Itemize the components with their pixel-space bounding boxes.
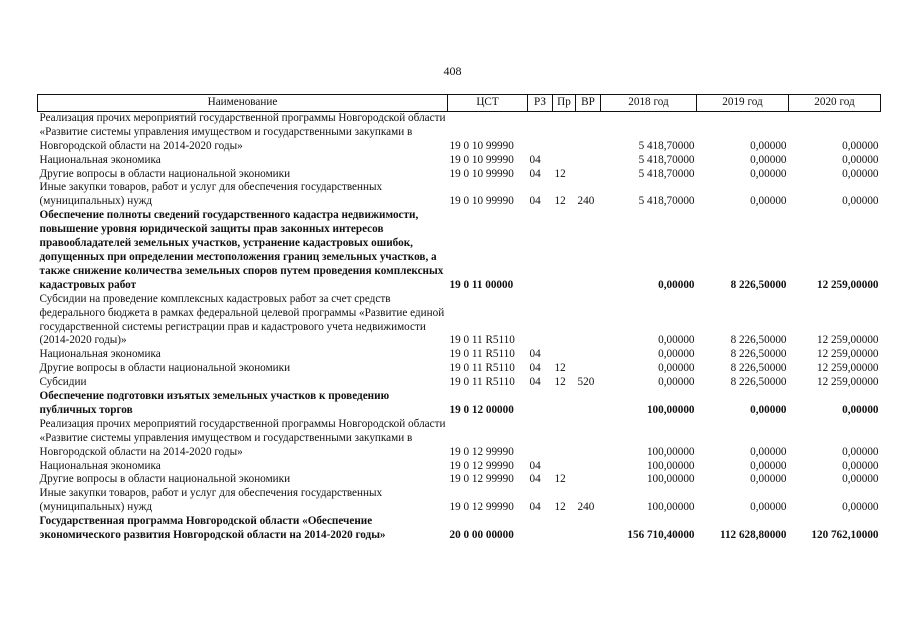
cell-rz: 04 <box>529 153 541 166</box>
header-cst: ЦСТ <box>448 95 528 112</box>
cell-2018: 156 710,40000 <box>627 529 695 542</box>
cell-cst: 19 0 12 99990 <box>449 501 514 514</box>
cell-2018: 5 418,70000 <box>638 153 695 166</box>
table-row <box>38 209 881 292</box>
cell-cst: 19 0 12 00000 <box>449 403 514 416</box>
cell-pr <box>553 460 576 474</box>
header-name: Наименование <box>38 95 448 112</box>
cell-2020: 12 259,00000 <box>816 278 879 291</box>
cell-2020: 12 259,00000 <box>816 362 879 375</box>
table-header-row <box>38 95 881 112</box>
cell-name: Обеспечение полноты сведений государственного кадастра недвижимости, повышение уровня юридической защиты прав законных интересов правообладателей земельных участков, устранение кадастровых ошибок, допущенных при определении местоположения границ земельных участков, а также снижение количества земельных споров путем проведения комплексных кадастровых работ <box>39 209 444 291</box>
cell-vr <box>576 362 601 376</box>
cell-2019: 8 226,50000 <box>730 362 787 375</box>
cell-vr: 520 <box>577 376 595 389</box>
cell-pr: 12 <box>554 501 566 514</box>
table-row <box>38 111 881 153</box>
cell-cst: 19 0 12 99990 <box>449 445 514 458</box>
cell-2018: 0,00000 <box>658 278 695 291</box>
cell-name: Национальная экономика <box>39 153 161 166</box>
cell-2019: 0,00000 <box>750 139 787 152</box>
cell-cst: 19 0 10 99990 <box>449 195 514 208</box>
cell-rz: 04 <box>529 376 541 389</box>
cell-pr: 12 <box>554 195 566 208</box>
cell-vr <box>576 460 601 474</box>
cell-vr <box>576 154 601 168</box>
cell-cst: 19 0 11 00000 <box>449 278 514 291</box>
cell-2018: 100,00000 <box>646 403 695 416</box>
cell-2020: 0,00000 <box>842 167 879 180</box>
cell-pr <box>553 418 576 460</box>
cell-2018: 100,00000 <box>646 501 695 514</box>
header-rz: РЗ <box>528 95 553 112</box>
cell-name: Другие вопросы в области национальной экономики <box>39 362 291 375</box>
cell-2020: 12 259,00000 <box>816 334 879 347</box>
cell-2020: 0,00000 <box>842 459 879 472</box>
cell-2019: 0,00000 <box>750 459 787 472</box>
cell-2018: 100,00000 <box>646 473 695 486</box>
cell-rz: 04 <box>529 195 541 208</box>
cell-rz <box>528 111 553 153</box>
cell-2019: 0,00000 <box>750 473 787 486</box>
cell-cst: 19 0 11 R5110 <box>449 348 515 361</box>
header-2019: 2019 год <box>697 95 789 112</box>
cell-pr: 12 <box>554 473 566 486</box>
cell-name: Национальная экономика <box>39 348 161 361</box>
cell-2020: 0,00000 <box>842 153 879 166</box>
cell-vr <box>576 348 601 362</box>
cell-name: Иные закупки товаров, работ и услуг для обеспечения государственных (муниципальных) нужд <box>39 487 383 514</box>
cell-vr: 240 <box>577 501 595 514</box>
header-pr: Пр <box>553 95 576 112</box>
cell-name: Обеспечение подготовки изъятых земельных участков к проведению публичных торгов <box>39 390 390 416</box>
cell-pr <box>553 515 576 543</box>
cell-pr <box>553 293 576 349</box>
cell-name: Другие вопросы в области национальной экономики <box>39 473 291 486</box>
cell-cst: 19 0 10 99990 <box>449 167 514 180</box>
table-row <box>38 168 881 182</box>
cell-2018: 5 418,70000 <box>638 167 695 180</box>
cell-2019: 0,00000 <box>750 167 787 180</box>
cell-2018: 5 418,70000 <box>638 195 695 208</box>
cell-cst: 19 0 12 99990 <box>449 459 514 472</box>
cell-2019: 8 226,50000 <box>730 376 787 389</box>
cell-rz: 04 <box>529 362 541 375</box>
table-row <box>38 390 881 418</box>
cell-2019: 0,00000 <box>750 501 787 514</box>
cell-name: Реализация прочих мероприятий государственной программы Новгородской области «Развитие системы управления имуществом и государственными закупками в Новгородской области на 2014-2020 годы» <box>39 111 446 152</box>
header-2020: 2020 год <box>789 95 881 112</box>
cell-vr <box>576 418 601 460</box>
cell-name: Субсидии на проведение комплексных кадастровых работ за счет средств федерального бюджета в рамках федеральной целевой программы «Развитие единой государственной системы регистрации прав и кадастрового учета недвижимости (2014-2020 годы)» <box>39 292 445 347</box>
table-row <box>38 515 881 543</box>
cell-vr <box>576 168 601 182</box>
cell-2018: 0,00000 <box>658 334 695 347</box>
cell-2020: 120 762,10000 <box>811 529 879 542</box>
cell-2019: 0,00000 <box>750 445 787 458</box>
cell-2018: 0,00000 <box>658 376 695 389</box>
cell-cst: 19 0 11 R5110 <box>449 376 515 389</box>
cell-pr: 12 <box>554 167 566 180</box>
cell-pr <box>553 111 576 153</box>
table-body <box>38 111 881 543</box>
cell-pr <box>553 390 576 418</box>
cell-cst: 20 0 00 00000 <box>449 529 514 542</box>
page-number: 408 <box>443 64 462 78</box>
cell-cst: 19 0 10 99990 <box>449 153 514 166</box>
cell-pr <box>553 348 576 362</box>
cell-vr: 240 <box>577 195 595 208</box>
cell-2020: 0,00000 <box>842 445 879 458</box>
cell-rz: 04 <box>529 501 541 514</box>
cell-rz <box>528 293 553 349</box>
cell-name: Иные закупки товаров, работ и услуг для обеспечения государственных (муниципальных) нужд <box>39 181 383 208</box>
cell-2020: 0,00000 <box>842 139 879 152</box>
cell-pr: 12 <box>554 362 566 375</box>
header-2018: 2018 год <box>601 95 697 112</box>
cell-2020: 12 259,00000 <box>816 348 879 361</box>
cell-2019: 8 226,50000 <box>730 278 787 291</box>
cell-2019: 0,00000 <box>750 153 787 166</box>
cell-rz: 04 <box>529 473 541 486</box>
cell-2019: 8 226,50000 <box>730 348 787 361</box>
cell-pr <box>553 154 576 168</box>
cell-cst: 19 0 12 99990 <box>449 473 514 486</box>
table-row <box>38 348 881 362</box>
cell-vr <box>576 473 601 487</box>
cell-2020: 0,00000 <box>842 403 879 416</box>
cell-vr <box>576 293 601 349</box>
cell-rz: 04 <box>529 348 541 361</box>
table-row <box>38 487 881 515</box>
budget-table <box>37 94 881 543</box>
cell-2020: 0,00000 <box>842 501 879 514</box>
cell-pr <box>553 209 576 292</box>
cell-vr <box>576 111 601 153</box>
table-row <box>38 418 881 460</box>
cell-2018: 100,00000 <box>646 459 695 472</box>
cell-cst: 19 0 10 99990 <box>449 139 514 152</box>
table-row <box>38 376 881 390</box>
cell-2019: 0,00000 <box>750 403 787 416</box>
cell-cst: 19 0 11 R5110 <box>449 334 515 347</box>
cell-name: Другие вопросы в области национальной экономики <box>39 167 291 180</box>
cell-2018: 0,00000 <box>658 348 695 361</box>
table-row <box>38 181 881 209</box>
cell-rz <box>528 418 553 460</box>
cell-name: Государственная программа Новгородской области «Обеспечение экономического развития Новгородской области на 2014-2020 годы» <box>39 515 386 542</box>
cell-name: Субсидии <box>39 376 87 389</box>
cell-2020: 0,00000 <box>842 473 879 486</box>
cell-rz: 04 <box>529 459 541 472</box>
cell-pr: 12 <box>554 376 566 389</box>
cell-2018: 5 418,70000 <box>638 139 695 152</box>
cell-name: Реализация прочих мероприятий государственной программы Новгородской области «Развитие системы управления имуществом и государственными закупками в Новгородской области на 2014-2020 годы» <box>39 417 446 458</box>
cell-rz: 04 <box>529 167 541 180</box>
cell-2020: 0,00000 <box>842 195 879 208</box>
cell-vr <box>576 515 601 543</box>
cell-name: Национальная экономика <box>39 459 161 472</box>
table-row <box>38 154 881 168</box>
cell-rz <box>528 515 553 543</box>
cell-2019: 8 226,50000 <box>730 334 787 347</box>
cell-rz <box>528 390 553 418</box>
table-row <box>38 362 881 376</box>
table-row <box>38 473 881 487</box>
cell-2018: 100,00000 <box>646 445 695 458</box>
cell-vr <box>576 390 601 418</box>
cell-2019: 112 628,80000 <box>719 529 787 542</box>
cell-rz <box>528 209 553 292</box>
cell-2020: 12 259,00000 <box>816 376 879 389</box>
table-row <box>38 460 881 474</box>
cell-vr <box>576 209 601 292</box>
cell-2018: 0,00000 <box>658 362 695 375</box>
cell-cst: 19 0 11 R5110 <box>449 362 515 375</box>
header-vr: ВР <box>576 95 601 112</box>
cell-2019: 0,00000 <box>750 195 787 208</box>
table-row <box>38 293 881 349</box>
